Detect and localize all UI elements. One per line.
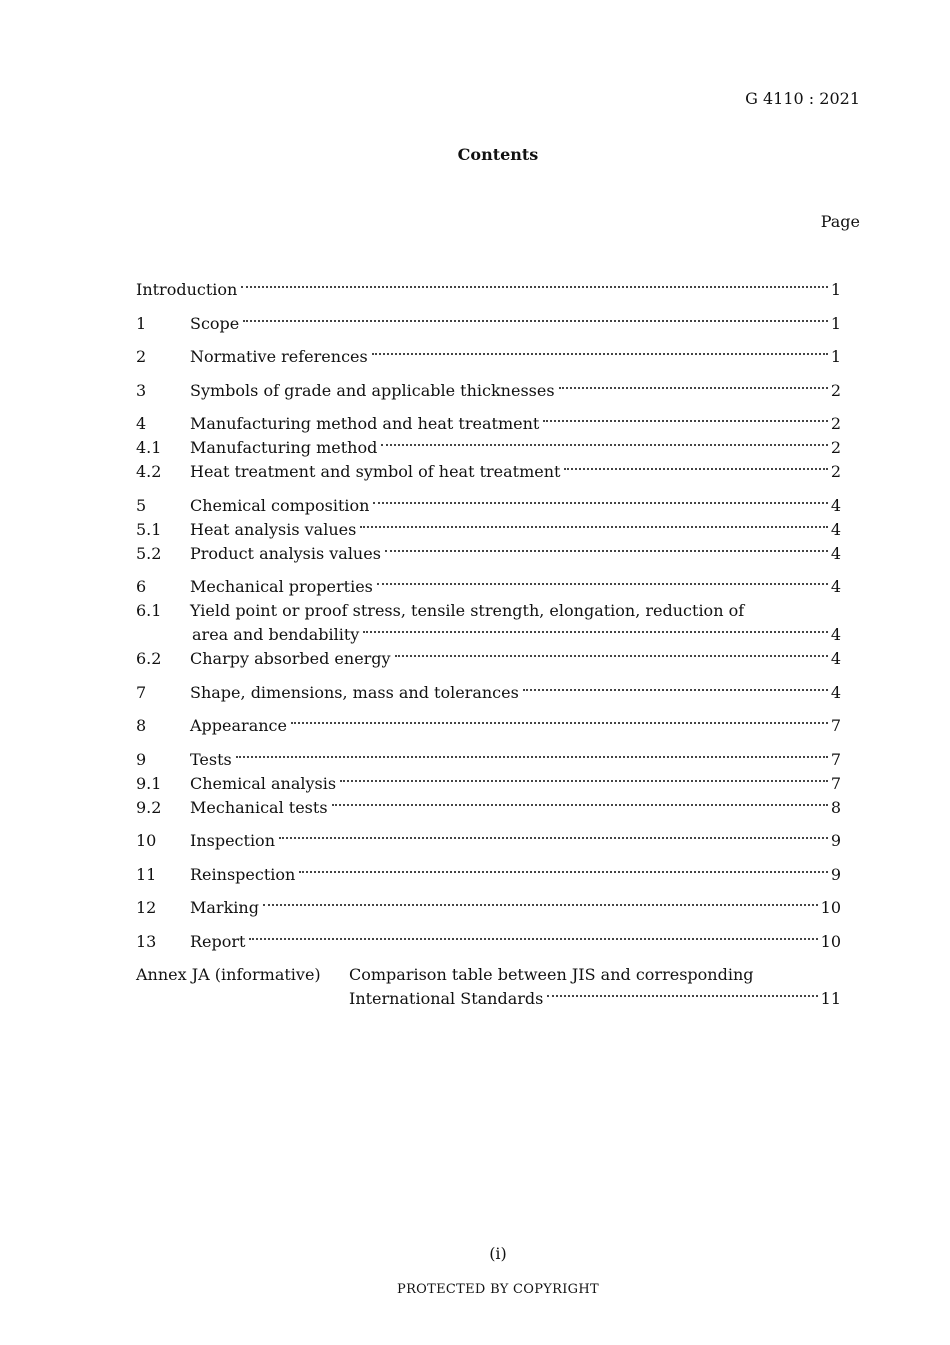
toc-entry-chemical-analysis[interactable] — [136, 772, 841, 796]
toc-number: 2 — [136, 347, 147, 366]
toc-entry-heat-treatment[interactable] — [136, 460, 841, 484]
toc-number: 5.2 — [136, 543, 162, 563]
toc-number: 7 — [136, 682, 147, 702]
toc-number: 9.1 — [136, 773, 162, 793]
toc-number: 6.2 — [136, 649, 162, 668]
toc-number: 5 — [136, 495, 147, 515]
toc-title: Tests — [190, 749, 232, 769]
toc-page: 4 — [830, 519, 841, 539]
toc-title: Scope — [190, 313, 240, 333]
toc-title: Product analysis values — [190, 543, 381, 563]
toc-entry-mechanical-tests[interactable] — [136, 796, 841, 820]
toc-number: 9 — [136, 749, 147, 769]
leader-dots — [373, 502, 827, 504]
toc-entry-reinspection[interactable] — [136, 863, 841, 887]
toc-entry-scope[interactable] — [136, 312, 841, 336]
toc-page: 4 — [830, 495, 841, 515]
toc-number: 4 — [136, 414, 147, 433]
toc-page: 8 — [830, 797, 841, 817]
toc-page: 11 — [820, 989, 841, 1008]
toc-page: 1 — [830, 280, 841, 299]
toc-title: Heat analysis values — [190, 519, 357, 539]
leader-dots — [340, 780, 828, 782]
leader-dots — [332, 804, 828, 806]
toc-page: 9 — [830, 831, 841, 850]
leader-dots — [363, 631, 828, 633]
toc-number: 5.1 — [136, 519, 162, 539]
toc-title: Report — [190, 931, 246, 951]
toc-page: 4 — [830, 577, 841, 596]
toc-title: Chemical composition — [190, 495, 370, 515]
toc-number: 4.2 — [136, 462, 162, 481]
toc-title: Chemical analysis — [190, 773, 337, 793]
toc-number: 10 — [136, 831, 157, 850]
leader-dots — [559, 387, 828, 389]
toc-page: 4 — [830, 649, 841, 668]
toc-page: 4 — [830, 543, 841, 563]
toc-number: 4.1 — [136, 438, 162, 457]
page-folio: (i) — [489, 1244, 507, 1263]
toc-page: 1 — [830, 313, 841, 333]
leader-dots — [249, 938, 817, 940]
toc-entry-appearance[interactable] — [136, 714, 841, 738]
toc-entry-charpy-absorbed-energy[interactable] — [136, 647, 841, 671]
toc-entry-chemical-composition[interactable] — [136, 494, 841, 518]
toc-entry-heat-analysis-values[interactable] — [136, 518, 841, 542]
leader-dots — [547, 995, 817, 997]
toc-number: 1 — [136, 313, 147, 333]
leader-dots — [241, 286, 827, 288]
toc-entry-annex-ja[interactable] — [136, 963, 841, 987]
toc-title: Heat treatment and symbol of heat treatment — [190, 462, 561, 481]
toc-title: Reinspection — [190, 864, 296, 884]
toc-entry-shape-dimensions[interactable] — [136, 681, 841, 705]
toc-page: 2 — [830, 438, 841, 457]
leader-dots — [243, 320, 828, 322]
toc-entry-report[interactable] — [136, 930, 841, 954]
toc-title: Symbols of grade and applicable thicknesses — [190, 380, 555, 400]
copyright-notice: PROTECTED BY COPYRIGHT — [397, 1282, 599, 1297]
toc-number: 6 — [136, 577, 147, 596]
toc-entry-manufacturing-method[interactable] — [136, 436, 841, 460]
leader-dots — [360, 526, 827, 528]
toc-page: 7 — [830, 716, 841, 735]
toc-entry-introduction[interactable] — [136, 278, 841, 302]
toc-title: Manufacturing method and heat treatment — [190, 414, 540, 433]
toc-entry-yield-point-continued[interactable] — [136, 623, 841, 647]
toc-number: 12 — [136, 898, 157, 917]
leader-dots — [377, 583, 828, 585]
annex-label: Annex JA (informative) — [136, 965, 321, 984]
toc-number: 6.1 — [136, 601, 162, 620]
toc-entry-inspection[interactable] — [136, 829, 841, 853]
toc-page: 10 — [820, 931, 841, 951]
toc-title: Comparison table between JIS and corresponding — [349, 965, 754, 984]
toc-page: 4 — [830, 682, 841, 702]
toc-number: 13 — [136, 931, 157, 951]
leader-dots — [372, 353, 828, 355]
toc-entry-normative-references[interactable] — [136, 345, 841, 369]
toc-title: Appearance — [190, 716, 287, 735]
toc-page: 4 — [830, 625, 841, 644]
toc-title-continued: International Standards — [349, 989, 544, 1008]
toc-title: Normative references — [190, 347, 368, 366]
toc-title: Mechanical tests — [190, 797, 328, 817]
toc-page: 2 — [830, 462, 841, 481]
toc-number: 11 — [136, 864, 157, 884]
toc-number: 9.2 — [136, 797, 162, 817]
toc-entry-product-analysis-values[interactable] — [136, 542, 841, 566]
toc-title: Introduction — [136, 280, 238, 299]
toc-title: Shape, dimensions, mass and tolerances — [190, 682, 519, 702]
leader-dots — [395, 655, 828, 657]
leader-dots — [236, 756, 828, 758]
toc-title: Manufacturing method — [190, 438, 378, 457]
page-column-label: Page — [820, 212, 860, 231]
toc-title: Inspection — [190, 831, 275, 850]
toc-entry-annex-ja-continued[interactable] — [136, 987, 841, 1011]
toc-entry-tests[interactable] — [136, 748, 841, 772]
toc-title: Marking — [190, 898, 259, 917]
toc-number: 3 — [136, 380, 147, 400]
toc-title: Charpy absorbed energy — [190, 649, 391, 668]
toc-title: Yield point or proof stress, tensile strength, elongation, reduction of — [190, 601, 745, 620]
toc-entry-manufacturing-method-heat-treatment[interactable] — [136, 412, 841, 436]
toc-entry-yield-point[interactable] — [136, 599, 841, 623]
leader-dots — [381, 444, 827, 446]
leader-dots — [543, 420, 828, 422]
toc-entry-marking[interactable] — [136, 896, 841, 920]
leader-dots — [385, 550, 828, 552]
toc-entry-mechanical-properties[interactable] — [136, 575, 841, 599]
toc-page: 2 — [830, 414, 841, 433]
page-title: Contents — [457, 145, 539, 164]
toc-page: 7 — [830, 749, 841, 769]
toc-title: Mechanical properties — [190, 577, 373, 596]
toc-page: 1 — [830, 347, 841, 366]
toc-page: 7 — [830, 773, 841, 793]
toc-entry-symbols-of-grade[interactable] — [136, 379, 841, 403]
toc-page: 10 — [820, 898, 841, 917]
toc-page: 9 — [830, 864, 841, 884]
leader-dots — [263, 904, 818, 906]
toc-page: 2 — [830, 380, 841, 400]
leader-dots — [523, 689, 828, 691]
leader-dots — [279, 837, 828, 839]
toc-title-continued: area and bendability — [192, 625, 360, 644]
standard-number: G 4110 : 2021 — [745, 89, 860, 108]
table-of-contents — [136, 278, 841, 1011]
leader-dots — [291, 722, 828, 724]
leader-dots — [299, 871, 828, 873]
toc-number: 8 — [136, 716, 147, 735]
leader-dots — [564, 468, 827, 470]
